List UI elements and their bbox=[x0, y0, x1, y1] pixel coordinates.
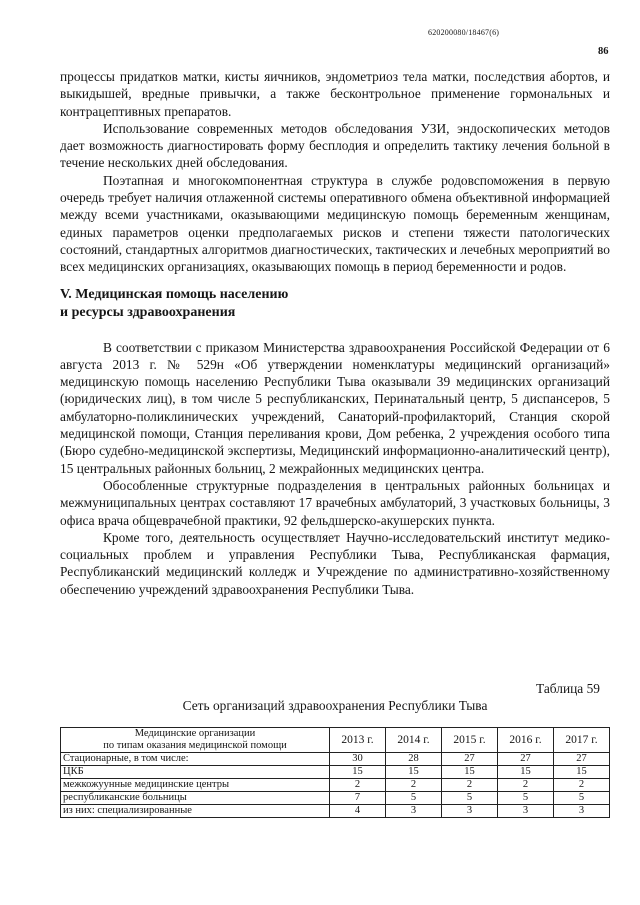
header-year: 2015 г. bbox=[442, 728, 498, 753]
cell: 5 bbox=[498, 792, 554, 805]
table-header-row bbox=[61, 728, 610, 753]
table-row bbox=[61, 792, 610, 805]
table-row bbox=[61, 779, 610, 792]
header-year: 2013 г. bbox=[330, 728, 386, 753]
cell: 2 bbox=[442, 779, 498, 792]
cell: 5 bbox=[554, 792, 610, 805]
header-year: 2016 г. bbox=[498, 728, 554, 753]
cell: 7 bbox=[330, 792, 386, 805]
cell: 27 bbox=[554, 753, 610, 766]
header-category bbox=[61, 728, 330, 753]
header-category-line: по типам оказания медицинской помощи bbox=[103, 740, 287, 751]
header-category-line: Медицинские организации bbox=[134, 728, 256, 739]
cell: 15 bbox=[498, 766, 554, 779]
page-number: 86 bbox=[598, 46, 609, 57]
cell: 27 bbox=[498, 753, 554, 766]
paragraph: Обособленные структурные подразделения в центральных районных больницах и межмуниципальных центрах составляют 17 врачебных амбулаторий, 3 участковых больницы, 3 офиса врача общеврачебной практики, 92 фельдшерско-акушерских пункта. bbox=[60, 477, 610, 528]
paragraph: Кроме того, деятельность осуществляет Научно-исследовательский институт медико-социальных проблем и управления Республики Тыва, Республиканская фармация, Республиканский медицинский колледж и Учреждение по административно-хозяйственному обеспечению учреждений здравоохранения Республики Тыва. bbox=[60, 529, 610, 597]
table-row bbox=[61, 805, 610, 818]
cell: 5 bbox=[386, 792, 442, 805]
table-row bbox=[61, 766, 610, 779]
paragraph: В соответствии с приказом Министерства здравоохранения Российской Федерации от 6 августа 2013 г. № 529н «Об утверждении номенклатуры медицинский организаций» медицинскую помощь населению Республики Тыва оказывали 39 медицинских организаций (юридических лиц), в том числе 5 республиканских, Перинатальный центр, 5 диспансеров, 5 амбулаторно-поликлинических учреждений, Санаторий-профилакторий, Станция скорой медицинской помощи, Станция переливания крови, Дом ребенка, 2 учреждения особого типа (Бюро судебно-медицинской экспертизы, Медицинский информационно-аналитический центр), 15 центральных районных больниц, 2 межрайонных медицинских центра. bbox=[60, 339, 610, 476]
row-label: из них: специализированные bbox=[61, 805, 330, 818]
cell: 28 bbox=[386, 753, 442, 766]
paragraph: Поэтапная и многокомпонентная структура в службе родовспоможения в первую очередь требует наличия отлаженной системы оперативного обмена объективной информацией между всеми участниками, оказывающими медицинскую помощь беременным женщинам, единых параметров оценки предполагаемых рисков и степени тяжести патологических состояний, стандартных алгоритмов диагностических, тактических и лечебных мероприятий во всех медицинских организациях, оказывающих помощь в период беременности и родов. bbox=[60, 172, 610, 275]
section-heading-line: и ресурсы здравоохранения bbox=[60, 304, 236, 320]
section-heading-line: V. Медицинская помощь населению bbox=[60, 286, 289, 302]
cell: 5 bbox=[442, 792, 498, 805]
cell: 15 bbox=[554, 766, 610, 779]
row-label: республиканские больницы bbox=[61, 792, 330, 805]
cell: 27 bbox=[442, 753, 498, 766]
body-text bbox=[60, 68, 610, 598]
header-year: 2017 г. bbox=[554, 728, 610, 753]
cell: 30 bbox=[330, 753, 386, 766]
paragraph: Использование современных методов обследования УЗИ, эндоскопических методов дает возможность диагностировать форму бесплодия и определить тактику лечения больной в течение нескольких дней обследования. bbox=[60, 120, 610, 171]
row-label: межкожуунные медицинские центры bbox=[61, 779, 330, 792]
cell: 15 bbox=[442, 766, 498, 779]
data-table bbox=[60, 727, 610, 818]
cell: 2 bbox=[554, 779, 610, 792]
cell: 2 bbox=[498, 779, 554, 792]
section-heading bbox=[60, 286, 610, 322]
header-year: 2014 г. bbox=[386, 728, 442, 753]
row-label: Стационарные, в том числе: bbox=[61, 753, 330, 766]
paragraph: процессы придатков матки, кисты яичников, эндометриоз тела матки, последствия абортов, и выкидышей, вредные привычки, а также бесконтрольное применение гормональных и контрацептивных препаратов. bbox=[60, 69, 610, 119]
table-number: Таблица 59 bbox=[536, 681, 600, 696]
cell: 3 bbox=[498, 805, 554, 818]
row-label: ЦКБ bbox=[61, 766, 330, 779]
table-title: Сеть организаций здравоохранения Республики Тыва bbox=[182, 698, 488, 713]
cell: 3 bbox=[442, 805, 498, 818]
document-id: 620200080/18467(6) bbox=[428, 28, 500, 37]
cell: 4 bbox=[330, 805, 386, 818]
cell: 15 bbox=[386, 766, 442, 779]
cell: 3 bbox=[386, 805, 442, 818]
cell: 15 bbox=[330, 766, 386, 779]
cell: 2 bbox=[386, 779, 442, 792]
cell: 3 bbox=[554, 805, 610, 818]
table-row bbox=[61, 753, 610, 766]
cell: 2 bbox=[330, 779, 386, 792]
